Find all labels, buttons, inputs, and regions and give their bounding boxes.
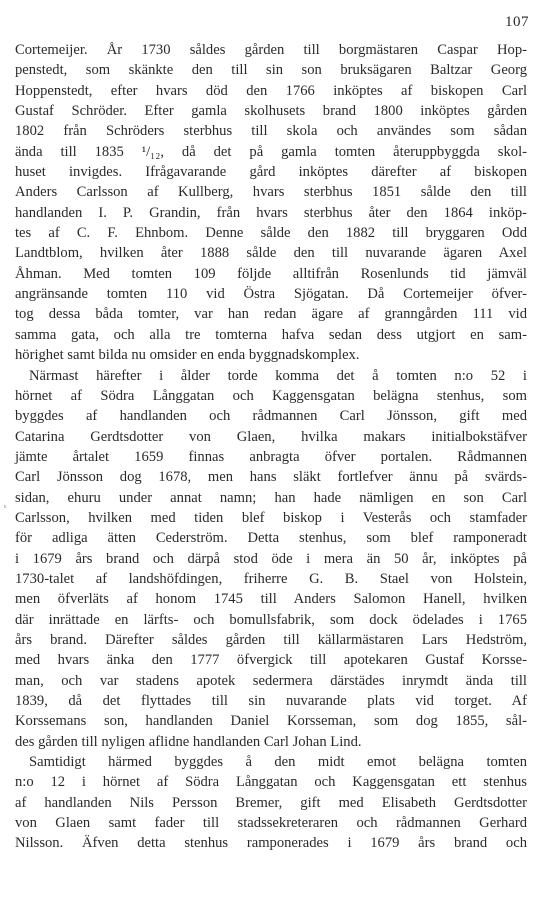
text-line: Samtidigt härmed byggdes å den midt emot belägna tomten: [29, 754, 527, 771]
text-line: Åhman. Med tomten 109 följde alltifrån Rosenlunds tid jämväl: [15, 265, 527, 282]
text-line: angränsande tomten 110 vid Östra Sjögatan. Då Cortemeijer öfver-: [15, 286, 527, 303]
text-line: i 1679 års brand och därpå stod öde i mera än 50 år, inköptes på: [15, 550, 527, 567]
text-line: 1802 från Schröders sterbhus till skola och användes som sådan: [15, 123, 527, 140]
text-line: ända till 1835 ¹/₁₂, då det på gamla tomten återuppbyggda skol-: [15, 143, 527, 160]
text-line: handlanden I. P. Grandin, från hvars sterbhus åter den 1864 inköp-: [15, 204, 527, 221]
text-line: Carlsson, hvilken med tiden blef biskop i Vesterås och stamfader: [15, 509, 527, 526]
text-line: Nilsson. Äfven detta stenhus ramponerades i 1679 års brand och: [15, 835, 527, 852]
text-line: Carl Jönsson dog 1678, men hans släkt fortlefver ännu på svärds-: [15, 469, 527, 486]
text-line: jämte årtalet 1659 finnas anbragta öfver portalen. Rådmannen: [15, 448, 527, 465]
text-line: man, och var stadens apotek sedermera därstädes inrymdt ända till: [15, 672, 527, 689]
text-line: tog dessa båda tomter, var han redan ägare af granngården 111 vid: [15, 306, 527, 323]
text-line: för adliga ätten Cederström. Detta stenhus, som blef ramponeradt: [15, 530, 527, 547]
text-line: Catarina Gerdtsdotter von Glaen, hvilka makars initialbokstäfver: [15, 428, 527, 445]
text-line: 1839, då det flyttades till sin nuvarande plats vid torget. Af: [15, 693, 527, 709]
text-line: där inrättade en lärfts- och bomullsfabrik, som dock ödelades i 1765: [15, 611, 527, 628]
text-line: med hvars änka den 1777 öfvergick till apotekaren Gustaf Korsse-: [15, 652, 527, 669]
text-line: Närmast härefter i ålder torde komma det å tomten n:o 52 i: [29, 367, 527, 384]
text-line: Anders Carlsson af Kullberg, hvars sterbhus 1851 sålde den till: [15, 184, 527, 201]
text-line: Gustaf Schröder. Efter gamla skolhusets brand 1800 inköptes gården: [15, 103, 527, 120]
text-line: huset invigdes. Ifrågavarande gård inköptes därefter af biskopen: [15, 164, 527, 181]
text-line: penstedt, som skänkte den till sin son bruksägaren Baltzar Georg: [15, 62, 527, 79]
text-line: Cortemeijer. År 1730 såldes gården till borgmästaren Caspar Hop-: [15, 42, 527, 58]
text-line: hörnet af Södra Långgatan och Kaggensgatan belägna stenhus, som: [15, 387, 527, 404]
text-line: tes af C. F. Ehnbom. Denne sålde den 1882 till bryggaren Odd: [15, 225, 527, 242]
body-text: [15, 40, 527, 854]
text-line: sidan, ehuru under annat namn; han hade nämligen en son Carl: [15, 489, 527, 506]
text-line: Hoppenstedt, efter hvars död den 1766 inköptes af biskopen Carl: [15, 82, 527, 99]
text-line: Landtblom, hvilken åter 1888 sålde den till nuvarande ägaren Axel: [15, 245, 527, 262]
text-line: af handlanden Nils Persson Bremer, gift med Elisabeth Gerdtsdotter: [15, 794, 527, 811]
margin-mark: ᵋ: [4, 502, 7, 514]
text-line: hörighet samt bilda nu omsider en enda byggnadskomplex.: [15, 347, 360, 364]
text-line: samma gata, och alla tre tomterna hafva sedan dess utgjort en sam-: [15, 326, 527, 343]
text-line: Korssemans son, handlanden Daniel Korsseman, som dog 1855, sål-: [15, 713, 527, 730]
text-line: von Glaen samt fader till stadssekreteraren och rådmannen Gerhard: [15, 815, 527, 832]
text-line: men öfverläts af honom 1745 till Anders Salomon Hanell, hvilken: [15, 591, 527, 608]
text-line: års brand. Därefter såldes gården till källarmästaren Lars Hedström,: [15, 631, 527, 648]
text-line: byggdes af handlanden och rådmannen Carl Jönsson, gift med: [15, 408, 527, 425]
text-line: n:o 12 i hörnet af Södra Långgatan och Kaggensgatan ett stenhus: [15, 774, 527, 791]
page-number: 107: [505, 14, 529, 30]
text-line: 1730-talet af landshöfdingen, friherre G. B. Stael von Holstein,: [15, 570, 527, 587]
text-line: des gården till nyligen aflidne handlanden Carl Johan Lind.: [15, 733, 362, 750]
